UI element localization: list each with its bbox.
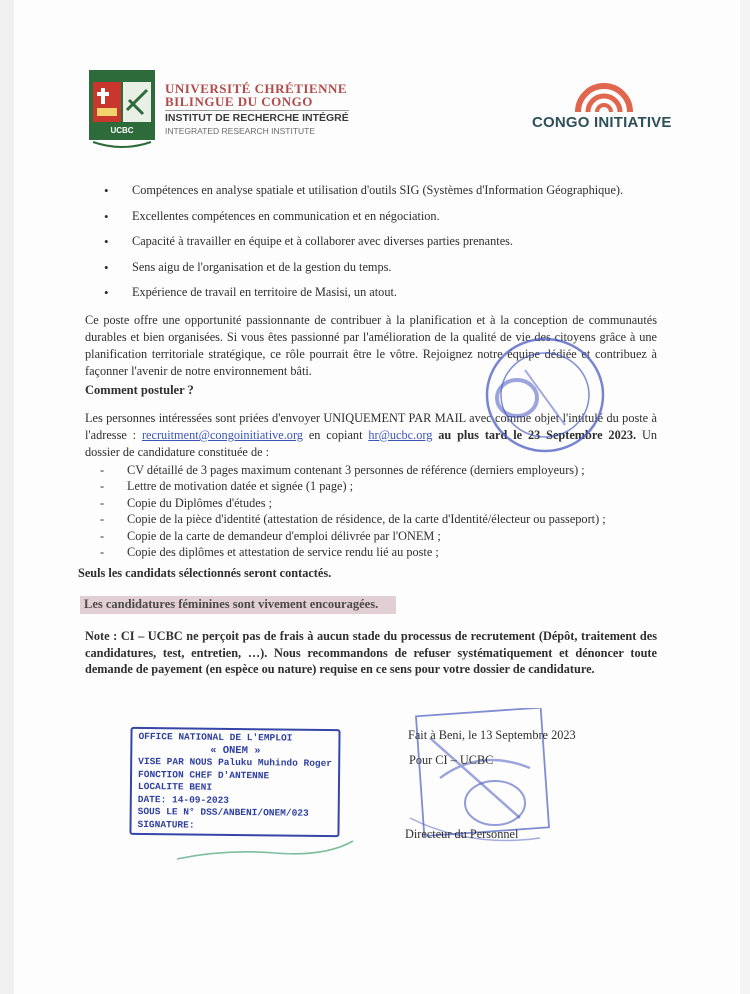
place-date: Fait à Beni, le 13 Septembre 2023 [408,728,576,742]
congo-initiative-logo-icon [572,80,636,114]
apply-text-d: Un dossier de candidature constituée de : [85,428,657,459]
apply-heading: Comment postuler ? [85,383,194,397]
signature-for: Pour CI – UCBC [409,753,494,767]
official-round-stamp [465,330,610,465]
women-encouraged-note: Les candidatures féminines sont vivement encouragées. [84,597,379,611]
university-name-line1: UNIVERSITÉ CHRÉTIENNE [165,81,348,96]
recruitment-email-link[interactable]: recruitment@congoinitiative.org [141,428,303,442]
university-name-line2: BILINGUE DU CONGO [165,94,313,109]
signatory-title: Directeur du Personnel [405,827,519,841]
list-item: - Lettre de motivation datée et signée (1 page) ; [100,478,660,494]
deadline-date: 23 Septembre 2023. [527,428,637,442]
apply-text-c: au plus tard le [432,428,528,442]
apply-text-a: Les personnes intéressées sont priées d'envoyer UNIQUEMENT PAR MAIL avec comme objet l'intitulé du poste à l'adresse : [85,411,657,442]
scan-edge-left [0,0,14,994]
onem-stamp-line: VISE PAR NOUS Paluku Muhindo Roger [138,755,333,770]
signature-scribble [175,835,355,865]
skills-list [104,182,664,310]
list-item: • Sens aigu de l'organisation et de la gestion du temps. [104,259,664,276]
logo-text: UCBC [110,126,134,135]
congo-initiative-name: CONGO INITIATIVE [532,114,672,131]
list-item: - Copie de la carte de demandeur d'emploi délivrée par l'ONEM ; [100,528,660,544]
list-item: - Copie des diplômes et attestation de service rendu lié au poste ; [100,544,660,560]
onem-stamp-line: OFFICE NATIONAL DE L'EMPLOI [138,730,293,744]
apply-text-b: en copiant [302,428,369,442]
list-item: • Compétences en analyse spatiale et utilisation d'outils SIG (Systèmes d'Information Géographique). [104,182,664,199]
onem-stamp [129,727,340,837]
onem-stamp-line: « ONEM » [210,744,261,757]
institute-name-en: INTEGRATED RESEARCH INSTITUTE [165,126,316,136]
onem-stamp-line: SIGNATURE: [137,818,195,831]
onem-stamp-line: FONCTION CHEF D'ANTENNE [138,768,270,781]
onem-stamp-line: SOUS LE N° DSS/ANBENI/ONEM/023 [137,805,309,819]
intro-paragraph: Ce poste offre une opportunité passionnante de contribuer à la planification et à la conception de communautés durables et bien organisées. Si vous êtes passionné par l'amélioration de la qualité de vie des citoyens grâce à une planification territoriale stratégique, ce rôle pourrait être le vôtre. Rejoignez notre équipe dédiée et contribuez à façonner l'avenir de notre environnement bâti. [85,313,657,378]
scan-edge-right [740,0,750,994]
institute-name: INSTITUT DE RECHERCHE INTÉGRÉ [165,112,349,124]
university-name-block [165,82,349,138]
cc-email-link[interactable]: hr@ucbc.org [368,428,433,442]
list-item: • Capacité à travailler en équipe et à collaborer avec diverses parties prenantes. [104,233,664,250]
list-item: - Copie du Diplômes d'études ; [100,495,660,511]
onem-stamp-line: DATE: 14-09-2023 [137,793,230,806]
list-item: • Expérience de travail en territoire de Masisi, un atout. [104,284,664,301]
ucbc-logo [89,70,155,148]
list-item: - CV détaillé de 3 pages maximum contenant 3 personnes de référence (derniers employeurs) ; [100,462,660,478]
list-item: • Excellentes compétences en communication et en négociation. [104,208,664,225]
onem-stamp-line: LOCALITE BENI [137,780,213,793]
selected-candidates-note: Seuls les candidats sélectionnés seront contactés. [78,566,332,580]
documents-list [100,462,660,560]
list-item: - Copie de la pièce d'identité (attestation de résidence, de la carte d'Identité/électeur ou passeport) ; [100,511,660,527]
fees-note: Note : CI – UCBC ne perçoit pas de frais à aucun stade du processus de recrutement (Dépôt, traitement des candidatures, test, entretien, …). Nous recommandons de refuser systématiquement et dénoncer toute demande de payement (en espèce ou nature) requise en ce sens pour votre dossier de candidature. [85,629,657,676]
